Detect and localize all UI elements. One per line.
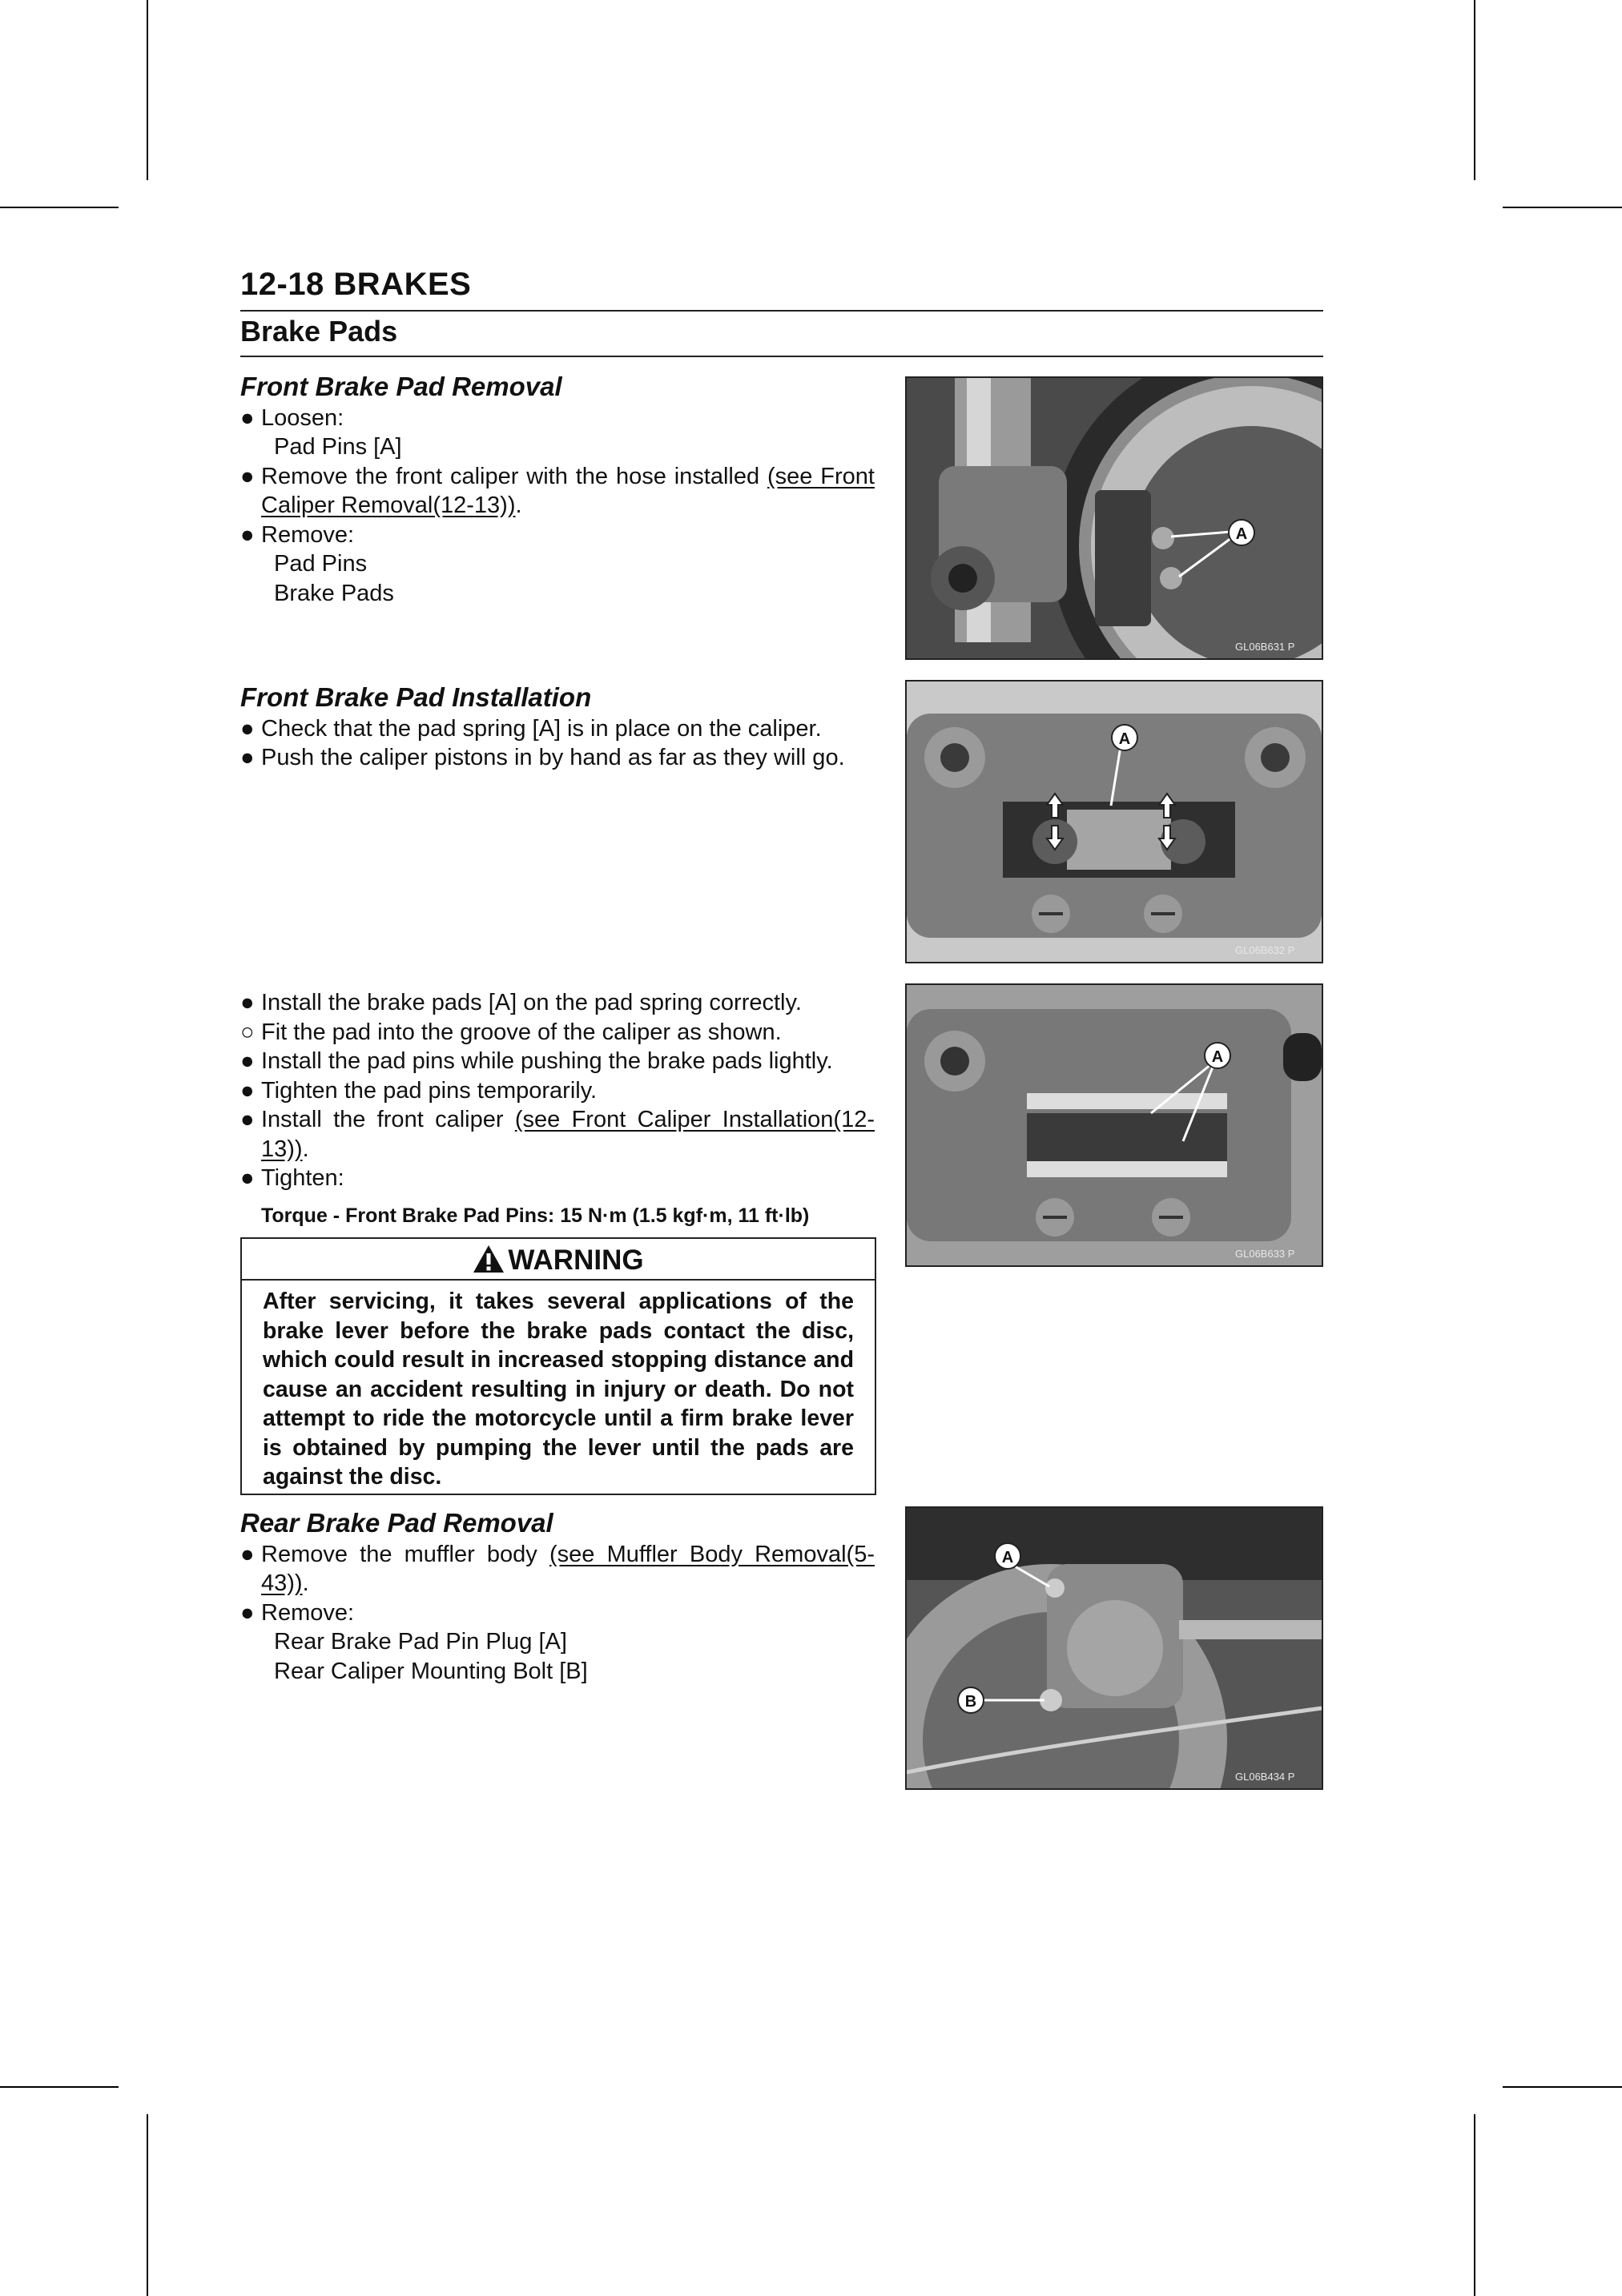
photo-code: GL06B633 P bbox=[1235, 1248, 1295, 1260]
bullet-item: ● Remove: bbox=[240, 521, 875, 550]
bullet-icon: ● bbox=[240, 1165, 255, 1191]
crop-mark bbox=[1503, 207, 1622, 208]
header-rule bbox=[240, 310, 1323, 312]
crop-mark bbox=[1474, 2114, 1475, 2296]
bullet-icon: ● bbox=[240, 1541, 255, 1567]
callout-a-label: A bbox=[1235, 525, 1248, 543]
sub-item: Rear Brake Pad Pin Plug [A] bbox=[274, 1629, 567, 1655]
bullet-icon: ● bbox=[240, 463, 255, 489]
crop-mark bbox=[1474, 0, 1475, 180]
warning-text: After servicing, it takes several applications of the brake lever before the brake pads contact the disc, which could result in increased stopping distance and cause an accident resulting in injury or death. Do not attempt to ride the motorcycle until a firm brake lever is obtained by pumping the lever until the pads are against the disc. bbox=[263, 1289, 854, 1490]
callout-b-label: B bbox=[964, 1693, 977, 1711]
bullet-icon: ● bbox=[240, 745, 255, 770]
sub-item: Pad Pins [A] bbox=[274, 434, 402, 460]
bullet-icon: ● bbox=[240, 715, 255, 742]
bullet-item: ● Tighten the pad pins temporarily. bbox=[240, 1076, 875, 1106]
torque-spec: Torque - Front Brake Pad Pins: 15 N·m (1.5 kgf·m, 11 ft·lb) bbox=[261, 1204, 810, 1227]
crop-mark bbox=[0, 2086, 119, 2088]
photo-caliper-pad-spring bbox=[905, 680, 1323, 963]
warning-box bbox=[240, 1237, 876, 1495]
cross-reference-link[interactable]: (see Muffler Body Removal(5-43)) bbox=[261, 1541, 875, 1596]
section-rule bbox=[240, 356, 1323, 357]
crop-mark bbox=[147, 0, 148, 180]
warning-icon bbox=[473, 1245, 505, 1273]
photo-code: GL06B434 P bbox=[1235, 1771, 1295, 1783]
page-title: 12-18 BRAKES bbox=[240, 267, 472, 302]
bullet-item: ● Install the pad pins while pushing the brake pads lightly. bbox=[240, 1047, 875, 1076]
front-install-section bbox=[240, 683, 875, 773]
bullet-item: ● Remove the front caliper with the hose installed (see Front Caliper Removal(12-13)). bbox=[240, 463, 875, 518]
rear-removal-title: Rear Brake Pad Removal bbox=[240, 1508, 553, 1538]
warning-title: WARNING bbox=[508, 1245, 644, 1276]
install-steps-section bbox=[240, 988, 875, 1230]
bullet-icon: ● bbox=[240, 990, 255, 1015]
bullet-icon: ● bbox=[240, 1048, 255, 1074]
callout-a-label: A bbox=[1001, 1549, 1014, 1566]
callout-a-label: A bbox=[1211, 1048, 1224, 1066]
photo-rear-caliper bbox=[905, 1506, 1323, 1790]
bullet-item: ● Check that the pad spring [A] is in place on the caliper. bbox=[240, 714, 875, 744]
rear-removal-section bbox=[240, 1509, 875, 1686]
cross-reference-link[interactable]: (see Front Caliper Removal(12-13)) bbox=[261, 463, 875, 518]
bullet-item: ● Install the front caliper (see Front Caliper Installation(12-13)). bbox=[240, 1107, 875, 1162]
hollow-bullet-icon: ○ bbox=[240, 1019, 255, 1045]
bullet-icon: ● bbox=[240, 1107, 255, 1132]
section-title: Brake Pads bbox=[240, 315, 398, 348]
bullet-item: ● Remove: bbox=[240, 1598, 875, 1628]
sub-item: Rear Caliper Mounting Bolt [B] bbox=[274, 1658, 588, 1684]
front-removal-section bbox=[240, 372, 875, 608]
bullet-icon: ● bbox=[240, 1599, 255, 1626]
bullet-item: ● Push the caliper pistons in by hand as far as they will go. bbox=[240, 743, 875, 773]
photo-code: GL06B632 P bbox=[1235, 944, 1295, 956]
bullet-item: ● Tighten: bbox=[240, 1164, 875, 1193]
crop-mark bbox=[1503, 2086, 1622, 2088]
photo-front-caliper-on-wheel bbox=[905, 376, 1323, 660]
photo-caliper-pads-installed bbox=[905, 983, 1323, 1267]
cross-reference-link[interactable]: (see Front Caliper Installation(12-13)) bbox=[261, 1107, 875, 1162]
bullet-icon: ● bbox=[240, 521, 255, 548]
bullet-item: ● Remove the muffler body (see Muffler Body Removal(5-43)). bbox=[240, 1541, 875, 1596]
sub-item: Pad Pins bbox=[274, 551, 368, 577]
photo-code: GL06B631 P bbox=[1235, 641, 1295, 653]
crop-mark bbox=[147, 2114, 148, 2296]
bullet-icon: ● bbox=[240, 404, 255, 431]
warning-header bbox=[242, 1239, 875, 1281]
bullet-item: ● Install the brake pads [A] on the pad spring correctly. bbox=[240, 988, 875, 1018]
front-removal-title: Front Brake Pad Removal bbox=[240, 372, 562, 401]
callout-a-label: A bbox=[1118, 730, 1131, 748]
front-install-title: Front Brake Pad Installation bbox=[240, 682, 592, 712]
bullet-item: ○ Fit the pad into the groove of the caliper as shown. bbox=[240, 1018, 875, 1047]
bullet-item: ● Loosen: bbox=[240, 404, 875, 433]
crop-mark bbox=[0, 207, 119, 208]
bullet-icon: ● bbox=[240, 1077, 255, 1104]
sub-item: Brake Pads bbox=[274, 580, 394, 606]
